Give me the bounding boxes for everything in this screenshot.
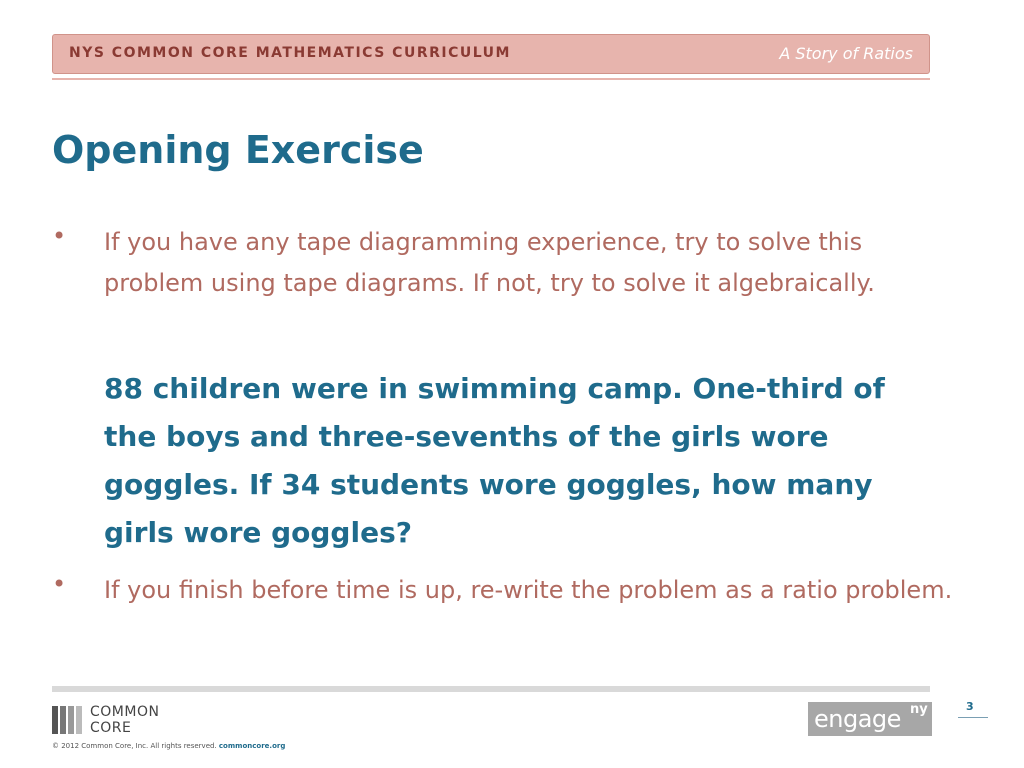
copyright-site: commoncore.org xyxy=(218,742,286,750)
common-core-bars-icon xyxy=(52,706,86,734)
bullet-marker: • xyxy=(52,570,67,598)
page-number: 3 xyxy=(966,700,974,713)
engageny-logo xyxy=(808,702,932,736)
curriculum-title: NYS COMMON CORE MATHEMATICS CURRICULUM xyxy=(69,45,511,61)
engage-wordmark: engage xyxy=(814,705,901,733)
header-divider xyxy=(52,78,930,80)
story-title: A Story of Ratios xyxy=(779,44,913,63)
bullet-text: If you have any tape diagramming experience, try to solve this problem using tape diagrams. If not, try to solve it algebraically. xyxy=(104,228,875,297)
bullet-text: If you finish before time is up, re-write the problem as a ratio problem. xyxy=(104,576,953,604)
common-core-wordmark: COMMON CORE xyxy=(90,704,160,736)
engage-ny-mark: ny xyxy=(910,702,928,717)
header-bar xyxy=(52,34,930,74)
page-number-rule xyxy=(958,717,988,718)
common-core-logo xyxy=(52,704,182,736)
footer-divider xyxy=(52,686,930,692)
copyright-notice: © 2012 Common Core, Inc. All rights reserved. commoncore.org xyxy=(52,742,286,750)
problem-statement: 88 children were in swimming camp. One-third of the boys and three-sevenths of the girls wore goggles. If 34 students wore goggles, how many girls wore goggles? xyxy=(104,372,885,549)
slide-title: Opening Exercise xyxy=(52,128,424,172)
bullet-marker: • xyxy=(52,222,67,250)
